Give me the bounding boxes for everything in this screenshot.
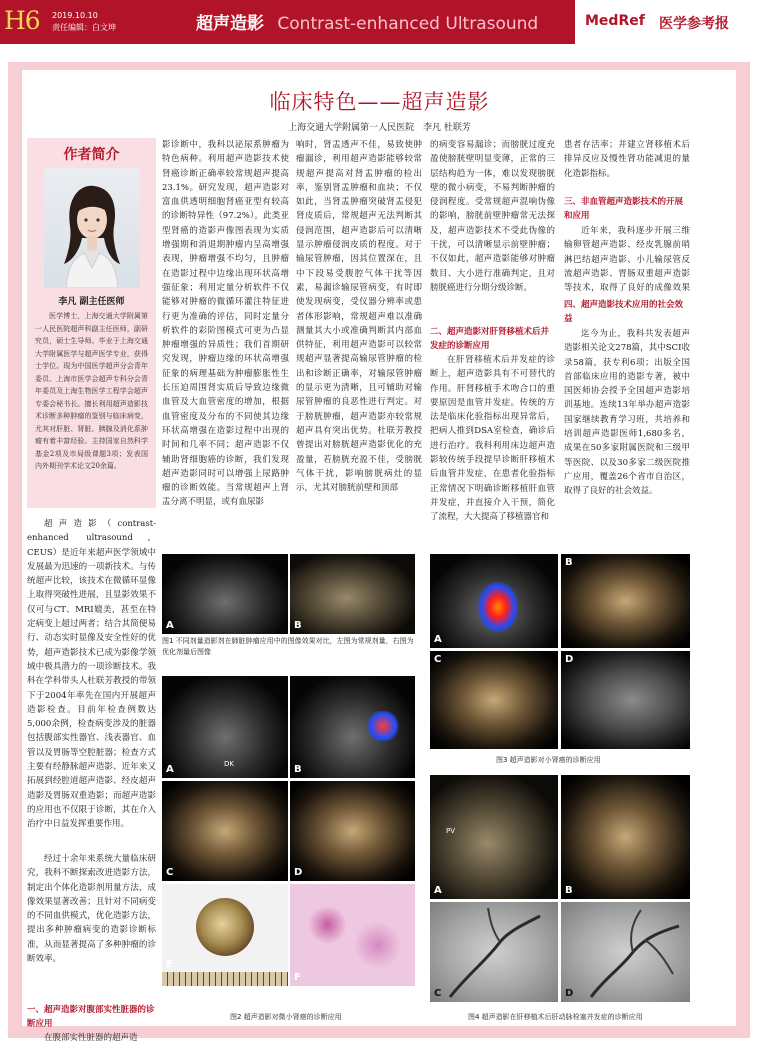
color-doppler-signal [365, 711, 401, 741]
panel-label: D [565, 654, 574, 665]
byline-authors: 李凡 杜联芳 [423, 123, 471, 133]
figure-4-caption: 图4 超声造影在肝移植术后肝动脉栓塞并发症的诊断应用 [468, 1013, 643, 1021]
author-name: 李凡 副主任医师 [58, 297, 125, 307]
color-doppler-signal [478, 582, 518, 632]
angiography-vessel-icon [430, 902, 558, 1002]
panel-label: C [434, 654, 442, 665]
brand-block [575, 0, 759, 44]
panel-label: B [565, 885, 573, 896]
panel-label: A [434, 634, 442, 645]
article-byline [0, 120, 759, 133]
author-box-title: 作者简介 [63, 147, 120, 163]
section-title-en: Contrast-enhanced Ultrasound [277, 14, 539, 34]
kidney-annotation: DK [224, 760, 234, 768]
portal-vein-annotation: PV [446, 827, 456, 835]
article-title: 临床特色——超声造影 [269, 90, 490, 114]
panel-label: A [166, 620, 174, 631]
col5-section3-text: 近年来，我科逐步开展三维输卵管超声造影、经皮乳腺前哨淋巴结超声造影、小儿输尿管反流超声造影、胃肠双重超声造影等技术，取得了良好的成像效果 [564, 226, 690, 294]
panel-label: F [294, 972, 301, 983]
panel-label: B [565, 557, 573, 568]
figure-2-panel-b [290, 676, 415, 778]
col4-section2-text: 在肝肾移植术后并发症的诊断上，超声造影具有不可替代的作用。肝肾移植手术吻合口的重要原因是血管并发症。传统的方法是临床化验指标出现异常后，把病人推到DSA室检查，确诊后进行治疗。我科利用床边超声造影较传统手段提早诊断肝移植术后血管并发症，在患者化验指标正常情况下明确诊断移植肝血管并发症，并直接介入干预，简化了流程，大大提高了移植器官和 [430, 355, 555, 523]
figure-4-panel-b [561, 775, 690, 899]
author-photo [44, 168, 140, 288]
header-meta [52, 10, 116, 34]
page-header [0, 0, 759, 44]
col4-text: 的病变容易漏诊；而膀胱过度充盈使膀胱壁明显变薄，正常的三层结构趋为一体，难以发现膀胱壁的微小病变，不易判断肿瘤的侵润程度。受常规超声混响伪像的影响，膀胱前壁肿瘤常无法探及，超声造影技术不受此伪像的干扰，可以清晰显示前壁肿瘤；不仅如此，超声造影能够对肿瘤数目、大小进行准确判定，且对膀胱癌进行分期分级诊断。 [430, 140, 555, 293]
figure-2-caption: 图2 超声造影对微小肾癌的诊断应用 [230, 1013, 342, 1021]
figure-1-panel-a [162, 554, 288, 634]
col5-section4-text: 迄今为止，我科共发表超声造影相关论文278篇，其中SCI收录58篇，获专利6项；出版全国首部临床应用的造影专著，被中国医师协会授予全国超声造影培训基地。连续13年举办超声造影国家继续教育学习班，共培养和培训超声造影医师1,680多名，成果在50多家附属医院和三级甲等医院、以及30多家二级医院推广应用，覆盖26个省市自治区，取得了良好的社会效益。 [564, 329, 690, 497]
panel-label: B [294, 620, 302, 631]
brand-name-cn: 医学参考报 [659, 16, 729, 32]
panel-label: C [166, 867, 174, 878]
figure-3-caption: 图3 超声造影对小肾癌的诊断应用 [496, 756, 601, 764]
figure-2-panel-d [290, 781, 415, 881]
col2-text: 影诊断中，我科以泌尿系肿瘤为特色病种。利用超声造影技术使肾癌诊断正确率较常规超声提高23.1%。研究发现，超声造影对富血供透明细胞肾癌亚型有较高的诊断特异性（97.2%）。此类亚型肾癌的造影声像图表现为实质增强期和消退期肿瘤内呈高增强表现，肿瘤增强不均匀，且肿瘤在造影过程中边缘出现环状高增强征象；利用定量分析软件不仅能够对肿瘤的微循环灌注特征进行更为准确的评估，同时定量分析软件的彩阶图模式可更为凸显肿瘤增强的异质性；我们首期研究发现，肿瘤边缘的环状高增强征象的病理基础为肿瘤膨胀性生长压迫周围肾实质后导致边缘微血管及大血管密度的增加，根据血管密度及分布的不同使其边缘环状高增强在造影过程中出现的时间和几率不同；超声造影不仅辅助肾细胞癌的诊断，我们发现超声造影同时可以增强上尿路肿瘤的诊断效能。当常规超声上肾盂分离不明显，或有血尿影 [162, 140, 289, 508]
figure-2-panel-f [290, 884, 415, 986]
panel-label: A [166, 764, 174, 775]
author-portrait-icon [44, 168, 140, 288]
section-heading-2: 二、超声造影对肝肾移植术后并发症的诊断应用 [430, 327, 550, 351]
panel-label: D [294, 867, 303, 878]
col1-section1-start: 在腹部实性脏器的超声造 [44, 1033, 138, 1043]
figure-3-panel-a [430, 554, 558, 648]
byline-org: 上海交通大学附属第一人民医院 [288, 123, 415, 133]
figure-2-panel-a [162, 676, 288, 778]
figure-4-panel-d [561, 902, 690, 1002]
figure-4-panel-a [430, 775, 558, 899]
section-title-cn: 超声造影 [196, 14, 264, 34]
section-heading-3: 三、非血管超声造影技术的开展和应用 [564, 197, 684, 221]
author-profile-box [27, 138, 156, 508]
author-bio: 医学博士，上海交通大学附属第一人民医院超声科副主任医师，副研究员，硕士生导师。毕业于上海交通大学附属医学与超声医学专业，获得士学位。现为中国医学超声分会青年委员、上海市医学会超声专科分会青年委员及上海生物医学工程学会超声专委会秘书长。擅长利用超声造影技术诊断多种肿瘤的鉴别与临床病变，尤其对肝脏、肾脏、胰腺及消化系肿瘤有着丰富经验。主持国家自然科学基金2项及市局级课题3项；发表国内外期刊学术论文20余篇。 [35, 312, 148, 470]
figure-2-panel-e [162, 884, 288, 986]
figure-3-panel-c [430, 651, 558, 749]
figure-3-panel-d [561, 651, 690, 749]
figure-2-panel-c [162, 781, 288, 881]
ruler-scale [162, 972, 288, 986]
figure-1-caption: 图1 不同剂量造影剂在肺脏肿瘤应用中的图像效果对比，左图为常规剂量，右图为优化剂量后图像 [162, 637, 414, 656]
section-heading-4: 四、超声造影技术应用的社会效益 [564, 300, 684, 324]
col1-intro-paragraph2: 经过十余年来系统大量临床研究，我科不断探索改进造影方法，制定出个体化造影剂用量方法，成像效果显著改善；且针对不同病变的不同血供模式，优化造影方法，提出多种肿瘤病变的造影诊断标准，从而显著提高了多种肿瘤的诊断效率。 [27, 852, 156, 992]
angiography-vessel-icon [561, 902, 690, 1002]
figure-3-panel-b [561, 554, 690, 648]
section-title [196, 9, 538, 34]
brand-logo-en: MedRef [585, 13, 645, 29]
panel-label: B [294, 764, 302, 775]
panel-label: C [434, 988, 442, 999]
col3-text: 响时，肾盂透声不佳，易致使肿瘤漏诊，利用超声造影能够较常规超声提高对肾盂肿瘤的检出率，鉴别肾盂肿瘤和血块；不仅如此，当肾盂肿瘤突破肾盂侵犯肾皮质后，常规超声无法判断其侵润范围，超声造影后可以清晰显示肿瘤侵润皮质的程度。对于输尿管肿瘤，因其位置深在，且中下段易受腹腔气体干扰等因素，易漏诊输尿管病变，有时即使发现病变，受仪器分辨率或患者体形影响，常规超声难以准确测量其大小或准确判断其内部血供特征，利用超声造影可以较常规超声显著提高输尿管肿瘤的检出和诊断正确率，对输尿管肿瘤的显示更为清晰，且可辅助对输尿管肿瘤的良恶性进行判定。对于膀胱肿瘤，超声造影亦较常规超声具有突出优势。杜联芳教授曾提出对膀胱超声造影优化的充盈量，若膀胱充盈不佳，受膀胱气体干扰，影响膀胱病灶的显示，尤其对膀胱前壁和顶部 [296, 140, 422, 494]
panel-label: A [434, 885, 442, 896]
editor-credit: 责任编辑：白文坤 [52, 23, 116, 32]
specimen-image [196, 898, 254, 956]
issue-date: 2019.10.10 [52, 11, 98, 20]
figure-4-panel-c [430, 902, 558, 1002]
section-heading-1: 一、超声造影对腹部实性脏器的诊断应用 [27, 1005, 155, 1029]
col1-intro-paragraph: 超声造影（contrast-enhanced ultrasound，CEUS）是近年来超声医学领域中发展最为迅速的一项新技术。与传统超声比较，该技术在微循环显像上取得突破性进展，且显影效果不仅可与CT、MRI媲美，甚至在特定病变上超过两者；结合其简便易行、动态实时显像及安全性好的优势，超声造影技术已成为影像学领域中极具潜力的一项诊断技术。我科在学科带头人杜联芳教授的带领下于2004年率先在国内开展超声造影检查。目前年检查例数达5,000余例，检查病变涉及的脏器包括腹部实性器官、浅表器官、血管以及胃肠等空腔脏器；检查方式主要有经静脉超声造影、近年来又拓展到经腔道超声造影、经皮超声造影及胃肠双重造影；而超声造影的应用也不仅限于诊断，其在介入治疗中日益发挥重要作用。 [27, 519, 156, 830]
figure-1-panel-b [290, 554, 415, 634]
col5-text: 患者存活率；并建立肾移植术后排异反应及慢性肾功能减退的量化造影指标。 [564, 140, 690, 179]
page-number: H6 [4, 6, 40, 35]
panel-label: E [166, 959, 173, 970]
panel-label: D [565, 988, 574, 999]
